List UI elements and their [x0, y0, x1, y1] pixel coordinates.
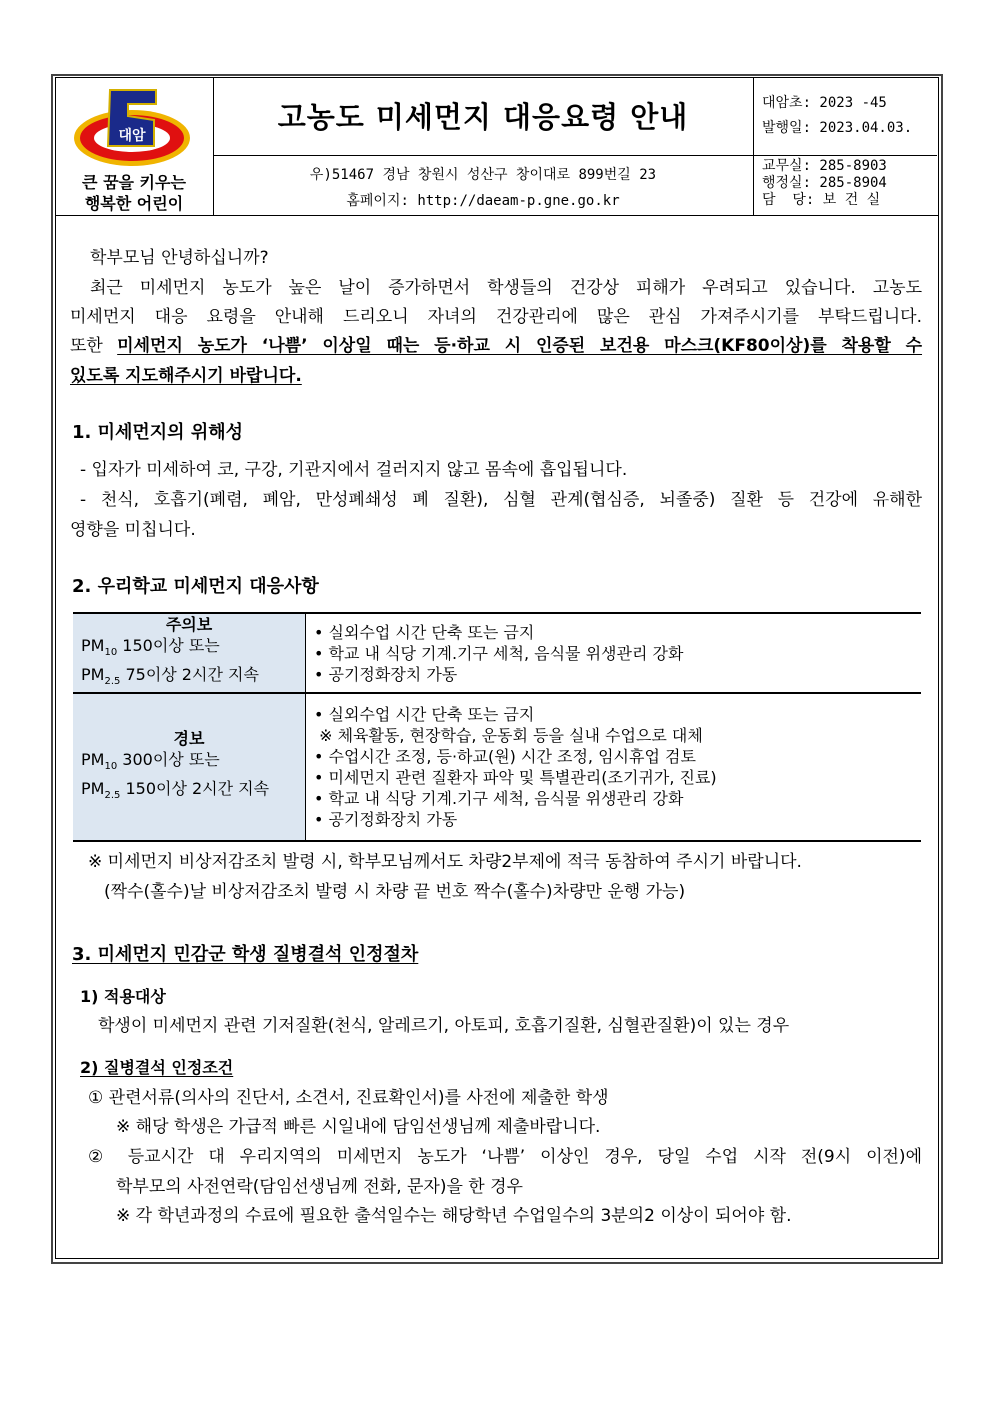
- list-item: - 천식, 호흡기(폐렴, 폐암, 만성폐쇄성 폐 질환), 심혈 관계(협심증, 뇌졸중) 질환 등 건강에 유해한: [80, 490, 922, 510]
- homepage-link[interactable]: 홈페이지: http://daeam-p.gne.go.kr: [346, 193, 620, 209]
- divider: [753, 77, 754, 215]
- school-logo: [72, 86, 192, 170]
- pm10-threshold: $PM_{10}$ 300이상 또는: [81, 750, 220, 773]
- list-item: 영향을 미칩니다.: [70, 520, 196, 540]
- contact: 담 당: 보 건 실: [762, 192, 881, 208]
- subheading: 2) 질병결석 인정조건: [80, 1058, 234, 1077]
- list-item: 학부모의 사전연락(담임선생님께 전화, 문자)을 한 경우: [116, 1177, 523, 1197]
- contact: 교무실: 285-8903: [762, 158, 887, 174]
- note: ※ 미세먼지 비상저감조치 발령 시, 학부모님께서도 차량2부제에 적극 동참하여 주시기 바랍니다.: [88, 852, 802, 872]
- svg-text:대암: 대암: [118, 128, 146, 144]
- action-item: • 실외수업 시간 단축 또는 금지: [314, 622, 535, 642]
- actions-cell: [306, 613, 922, 693]
- list-item: ② 등교시간 대 우리지역의 미세먼지 농도가 ‘나쁨’ 이상인 경우, 당일 수업 시작 전(9시 이전)에: [88, 1147, 922, 1167]
- note: ※ 해당 학생은 가급적 빠른 시일내에 담임선생님께 제출바랍니다.: [116, 1117, 601, 1137]
- action-item: • 학교 내 식당 기계.기구 세척, 음식물 위생관리 강화: [314, 643, 684, 663]
- section-heading: 3. 미세먼지 민감군 학생 질병결석 인정절차: [72, 944, 419, 965]
- table-row: [73, 693, 921, 841]
- address: 우)51467 경남 창원시 성산구 창이대로 899번길 23: [309, 167, 657, 183]
- action-item: • 학교 내 식당 기계.기구 세척, 음식물 위생관리 강화: [314, 789, 684, 808]
- slogan-line: 행복한 어린이: [84, 194, 184, 213]
- actions-cell: [306, 693, 922, 841]
- contact: 행정실: 285-8904: [762, 175, 887, 191]
- emphasis-text: 있도록 지도해주시기 바랍니다.: [70, 366, 302, 386]
- action-item: • 공기정화장치 가동: [314, 664, 458, 684]
- emphasis-text: 미세먼지 농도가 ‘나쁨’ 이상일 때는 등·하교 시 인증된 보건용 마스크(KF80이상)를 착용할 수: [117, 336, 923, 356]
- issue-date: 발행일: 2023.04.03.: [762, 120, 913, 136]
- doc-number: 대암초: 2023 -45: [762, 95, 887, 111]
- intro-line: 최근 미세먼지 농도가 높은 날이 증가하면서 학생들의 건강상 피해가 우려되고 있습니다. 고농도: [90, 278, 922, 298]
- note: ※ 각 학년과정의 수료에 필요한 출석일수는 해당학년 수업일수의 3분의2 이상이 되어야 함.: [116, 1206, 792, 1226]
- slogan-line: 큰 꿈을 키우는: [82, 173, 186, 192]
- action-item: • 공기정화장치 가동: [314, 810, 458, 829]
- action-item: • 수업시간 조정, 등·하교(원) 시간 조정, 임시휴업 검토: [314, 747, 696, 766]
- intro-line: 미세먼지 대응 요령을 안내해 드리오니 자녀의 건강관리에 많은 관심 가져주시기를 부탁드립니다.: [70, 307, 922, 327]
- divider: [55, 215, 938, 216]
- response-table: [73, 612, 921, 842]
- level-cell: [73, 693, 306, 841]
- divider: [213, 155, 937, 156]
- action-item: ※ 체육활동, 현장학습, 운동회 등을 실내 수업으로 대체: [314, 726, 703, 745]
- pm25-threshold: $PM_{2.5}$ 75이상 2시간 지속: [81, 664, 259, 687]
- body-text: 학생이 미세먼지 관련 기저질환(천식, 알레르기, 아토피, 호흡기질환, 심혈관질환)이 있는 경우: [98, 1016, 790, 1036]
- action-item: • 실외수업 시간 단축 또는 금지: [314, 705, 535, 724]
- section-heading: 1. 미세먼지의 위해성: [72, 422, 243, 443]
- pm10-threshold: $PM_{10}$ 150이상 또는: [81, 636, 220, 659]
- action-item: • 미세먼지 관련 질환자 파악 및 특별관리(조기귀가, 진료): [314, 768, 717, 787]
- table-row: [73, 613, 921, 693]
- level-cell: [73, 613, 306, 693]
- list-item: - 입자가 미세하여 코, 구강, 기관지에서 걸러지지 않고 몸속에 흡입됩니다.: [80, 460, 628, 480]
- greeting: 학부모님 안녕하십니까?: [90, 248, 269, 268]
- section-heading: 2. 우리학교 미세먼지 대응사항: [72, 576, 319, 597]
- level-label: 경보: [173, 729, 205, 749]
- subheading: 1) 적용대상: [80, 987, 166, 1006]
- pm25-threshold: $PM_{2.5}$ 150이상 2시간 지속: [81, 778, 270, 801]
- note: (짝수(홀수)날 비상저감조치 발령 시 차량 끝 번호 짝수(홀수)차량만 운행 가능): [104, 882, 686, 902]
- level-label: 주의보: [165, 615, 213, 635]
- text: 또한: [70, 336, 118, 356]
- list-item: ① 관련서류(의사의 진단서, 소견서, 진료확인서)를 사전에 제출한 학생: [88, 1088, 609, 1108]
- intro-line-emphasis: [70, 335, 922, 357]
- page-title: 고농도 미세먼지 대응요령 안내: [277, 100, 689, 134]
